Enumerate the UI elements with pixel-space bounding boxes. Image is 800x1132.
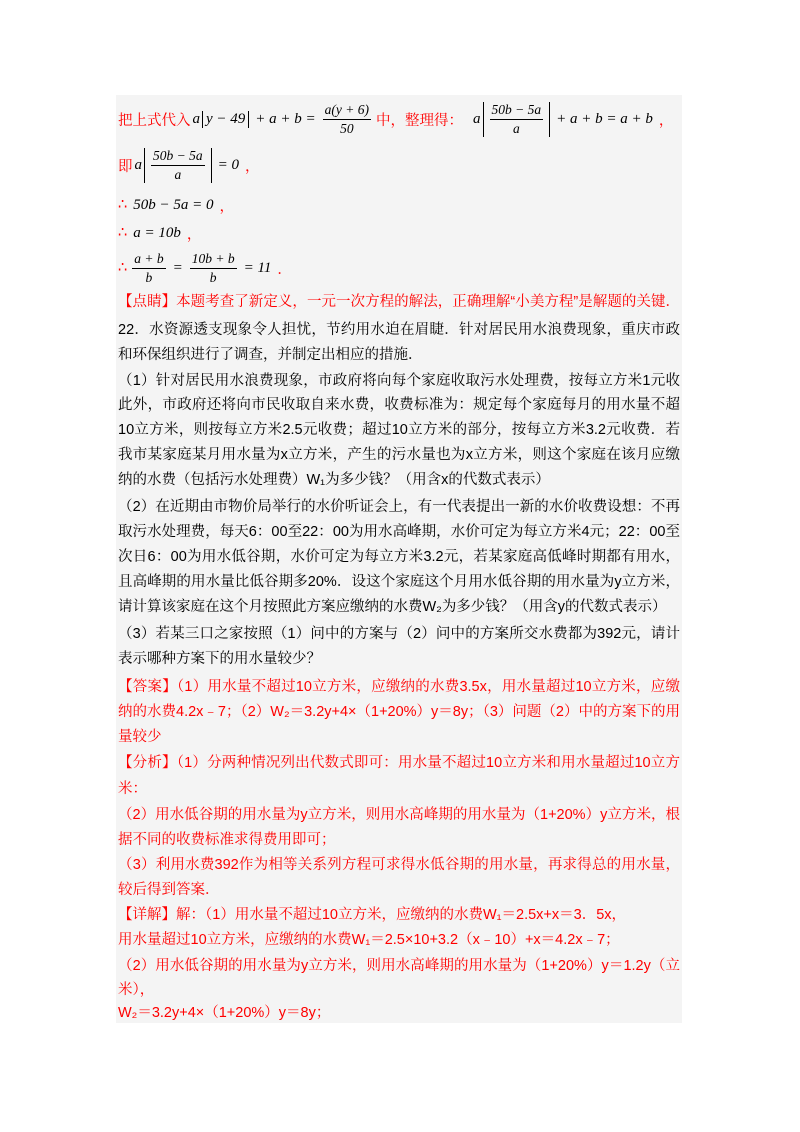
math-terms: = 0 bbox=[217, 156, 239, 173]
fraction-numerator: 50b − 5a bbox=[151, 148, 205, 166]
equation bbox=[129, 225, 185, 242]
mid-text: 中，整理得： bbox=[376, 112, 463, 129]
math-variable: a bbox=[473, 110, 481, 127]
therefore-symbol: ∴ bbox=[118, 225, 128, 241]
math-variable: a bbox=[134, 156, 142, 173]
end-punct: ， bbox=[186, 226, 202, 243]
solution-line-therefore-zero bbox=[118, 143, 680, 187]
simplified-equation bbox=[473, 102, 657, 137]
equation bbox=[129, 197, 217, 214]
fraction bbox=[323, 102, 371, 137]
question-line: 我市某家庭某月用水量为x立方米，产生的污水量也为x立方米，则这个家庭在该月应缴 bbox=[118, 447, 680, 463]
absolute-value bbox=[202, 111, 249, 128]
fraction-numerator: a(y + 6) bbox=[323, 102, 371, 120]
solution-line-substitution bbox=[118, 95, 680, 143]
question-line: 次日6：00为用水低谷期，水价可定为每立方米3.2元，若某家庭高低峰时期都有用水， bbox=[118, 549, 680, 565]
question-line: （3）若某三口之家按照（1）问中的方案与（2）问中的方案所交水费都为392元，请计 bbox=[118, 626, 680, 642]
fraction bbox=[490, 102, 544, 137]
lead-text: 即 bbox=[118, 158, 133, 175]
detail-line: 米）， bbox=[118, 982, 155, 998]
therefore-symbol: ∴ bbox=[118, 260, 128, 276]
answer-line: 【答案】（1）用水量不超过10立方米，应缴纳的水费3.5x，用水量超过10立方米，应缴 bbox=[118, 679, 680, 695]
question-line: 且高峰期的用水量比低谷期多20%．设这个家庭这个月用水低谷期的用水量为y立方米， bbox=[118, 574, 680, 590]
abs-content: y − 49 bbox=[206, 110, 246, 127]
question-line: 取污水处理费，每天6：00至22：00为用水高峰期，水价可定为每立方米4元；22：00至 bbox=[118, 524, 680, 540]
question-line: 请计算该家庭在这个月按照此方案应缴纳的水费W₂为多少钱？（用含y的代数式表示） bbox=[118, 599, 667, 615]
fraction-numerator: 10b + b bbox=[190, 251, 237, 269]
analysis-line: 【分析】（1）分两种情况列出代数式即可：用水量不超过10立方米和用水量超过10立方 bbox=[118, 755, 680, 771]
solution-line-result bbox=[118, 249, 680, 287]
detail-line: 【详解】解：（1）用水量不超过10立方米，应缴纳的水费W₁＝2.5x+x＝3．5x， bbox=[118, 907, 627, 923]
fraction-numerator: a + b bbox=[132, 251, 165, 269]
fraction-numerator: 50b − 5a bbox=[490, 102, 544, 120]
question-line: （2）在近期由市物价局举行的水价听证会上，有一代表提出一新的水价收费设想：不再 bbox=[118, 499, 680, 515]
fraction-denominator: a bbox=[512, 120, 520, 136]
end-punct: ， bbox=[245, 158, 260, 175]
original-equation bbox=[193, 102, 375, 137]
question-line: 纳的水费（包括污水处理费）W₁为多少钱？（用含x的代数式表示） bbox=[118, 472, 550, 488]
detail-line: W₂＝3.2y+4×（1+20%）y＝8y； bbox=[118, 1005, 331, 1021]
equation bbox=[129, 251, 275, 286]
question-line: 和环保组织进行了调查，并制定出相应的措施． bbox=[118, 347, 423, 363]
end-punct: ． bbox=[277, 261, 292, 278]
math-terms: a = 10b bbox=[133, 224, 181, 241]
answer-line: 量较少 bbox=[118, 729, 162, 745]
equals-sign: = bbox=[172, 259, 183, 276]
comment-line: 【点睛】本题考查了新定义，一元一次方程的解法，正确理解“小美方程”是解题的关键． bbox=[118, 294, 680, 310]
question-line: 10立方米，则按每立方米2.5元收费；超过10立方米的部分，按每立方米3.2元收费．若 bbox=[118, 422, 680, 438]
answer-line: 纳的水费4.2x﹣7；（2）W₂＝3.2y+4×（1+20%）y＝8y；（3）问题（2）中的方案下的用 bbox=[118, 704, 680, 720]
analysis-line: 米： bbox=[118, 781, 147, 797]
therefore-symbol: ∴ bbox=[118, 197, 128, 213]
analysis-line: 较后得到答案． bbox=[118, 882, 220, 898]
question-line: 表示哪种方案下的用水量较少？ bbox=[118, 651, 321, 667]
fraction-denominator: 50 bbox=[340, 120, 354, 136]
detail-line: （2）用水低谷期的用水量为y立方米，则用水高峰期的用水量为（1+20%）y＝1.2y（立 bbox=[118, 958, 680, 974]
analysis-line: （3）利用水费392作为相等关系列方程可求得水低谷期的用水量，再求得总的用水量， bbox=[118, 857, 680, 873]
analysis-line: 据不同的收费标准求得费用即可； bbox=[118, 832, 336, 848]
absolute-value bbox=[144, 148, 212, 183]
question-line: 22．水资源透支现象令人担忧，节约用水迫在眉睫．针对居民用水浪费现象，重庆市政 bbox=[118, 322, 680, 338]
fraction bbox=[151, 148, 205, 183]
analysis-line: （2）用水低谷期的用水量为y立方米，则用水高峰期的用水量为（1+20%）y立方米，根 bbox=[118, 807, 680, 823]
fraction bbox=[190, 251, 237, 286]
math-variable: a bbox=[192, 110, 200, 127]
fraction-denominator: b bbox=[209, 269, 217, 285]
math-terms: 50b − 5a = 0 bbox=[133, 196, 214, 213]
equation bbox=[135, 148, 244, 183]
detail-line: 用水量超过10立方米，应缴纳的水费W₁＝2.5×10+3.2（x﹣10）+x＝4.2x﹣7； bbox=[118, 932, 620, 948]
absolute-value bbox=[483, 102, 551, 137]
solution-line-step bbox=[118, 193, 680, 217]
math-terms: + a + b = a + b bbox=[556, 110, 653, 127]
fraction-denominator: b bbox=[145, 269, 153, 285]
fraction-denominator: a bbox=[174, 166, 182, 182]
end-punct: ， bbox=[219, 198, 234, 215]
question-line: （1）针对居民用水浪费现象，市政府将向每个家庭收取污水处理费，按每立方米1元收 bbox=[118, 373, 680, 389]
question-line: 此外，市政府还将向市民收取自来水费，收费标准为：规定每个家庭每月的用水量不超 bbox=[118, 397, 680, 413]
math-terms: + a + b = bbox=[255, 110, 316, 127]
math-terms: = 11 bbox=[243, 259, 272, 276]
solution-line-step bbox=[118, 221, 680, 245]
fraction bbox=[132, 251, 165, 286]
lead-text: 把上式代入 bbox=[118, 112, 191, 129]
end-punct: ， bbox=[658, 112, 674, 129]
